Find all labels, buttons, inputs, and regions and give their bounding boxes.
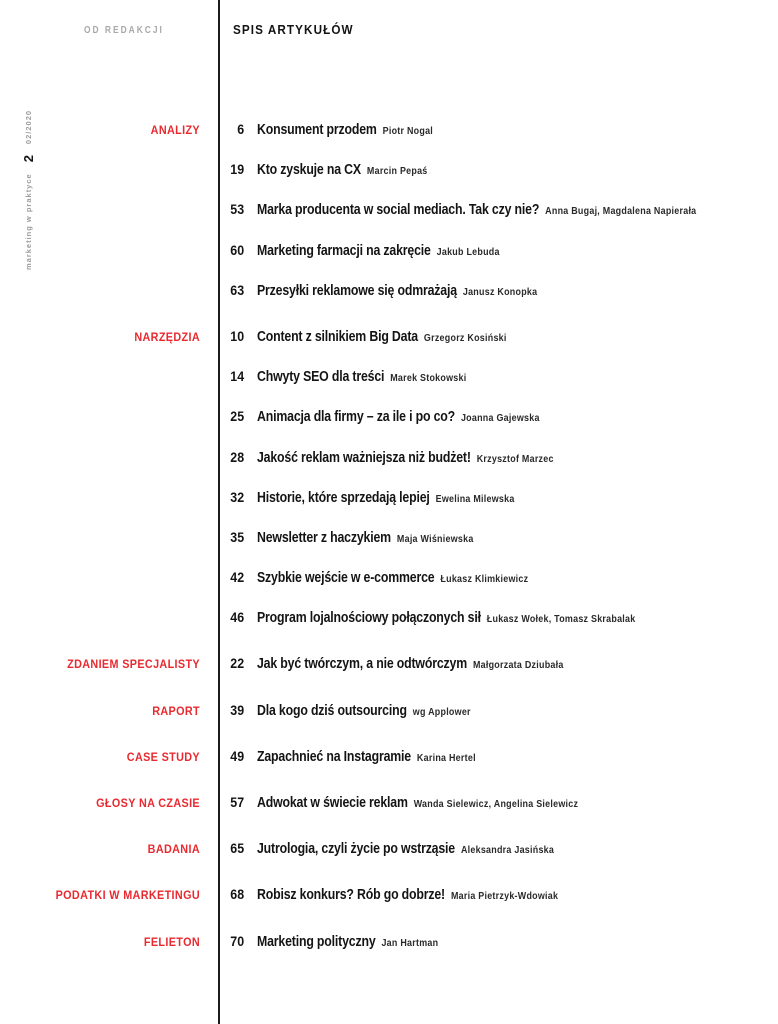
article-entry [257,162,428,178]
article-page-number: 63 [230,282,245,298]
toc-row [0,563,778,603]
article-title: Konsument przodem [257,122,377,138]
issue-number: 02/2020 [24,109,33,145]
section-label: RAPORT [152,703,200,718]
article-authors: Marcin Pepaś [366,165,428,178]
section-label: GŁOSY NA CZASIE [96,796,200,810]
article-page-number: 57 [230,795,245,810]
article-authors: Marek Stokowski [390,372,467,385]
article-page-number: 14 [230,369,245,385]
article-page-number: 32 [230,489,245,505]
article-entry [257,329,507,345]
toc-section [0,322,778,644]
table-of-contents [0,115,778,973]
article-page-number: 42 [230,570,245,586]
article-authors: Anna Bugaj, Magdalena Napierała [545,205,697,218]
article-authors: Aleksandra Jasińska [460,844,555,857]
article-entry [257,570,528,586]
article-entry [257,490,515,506]
article-entry [257,887,558,903]
article-title: Marketing farmacji na zakręcie [257,242,431,259]
toc-row [0,880,778,920]
toc-row [0,322,778,362]
toc-row [0,649,778,689]
toc-row [0,362,778,402]
article-entry [257,703,471,719]
article-title: Newsletter z haczykiem [257,529,391,546]
article-title: Jak być twórczym, a nie odtwórczym [257,656,467,673]
article-entry [257,656,564,672]
toc-row [0,402,778,442]
toc-section [0,649,778,689]
article-page-number: 10 [230,328,245,344]
article-entry [257,934,438,950]
section-label: ANALIZY [150,123,200,137]
section-tab-od-redakcji: OD REDAKCJI [84,24,164,36]
toc-section [0,788,778,828]
article-authors: Janusz Konopka [462,285,538,298]
article-authors: Jakub Lebuda [436,245,500,258]
article-title: Szybkie wejście w e-commerce [257,570,435,587]
toc-section [0,696,778,736]
article-title: Marka producenta w social mediach. Tak czy nie? [257,202,540,219]
article-authors: Maria Pietrzyk-Wdowiak [450,890,559,903]
article-page-number: 46 [230,610,245,626]
article-page-number: 39 [230,702,245,718]
article-authors: Grzegorz Kosiński [423,331,507,344]
article-page-number: 70 [230,933,245,949]
article-entry [257,749,476,765]
toc-row [0,236,778,276]
article-entry [257,530,474,546]
article-entry [257,450,554,466]
article-page-number: 25 [230,409,245,425]
article-authors: Ewelina Milewska [435,492,515,505]
page-title: SPIS ARTYKUŁÓW [233,22,354,37]
article-entry [257,610,635,626]
article-title: Animacja dla firmy – za ile i po co? [257,409,455,426]
section-label: NARZĘDZIA [134,329,200,344]
article-entry [257,243,500,259]
toc-row [0,788,778,828]
article-title: Marketing polityczny [257,933,376,950]
article-entry [257,369,466,385]
article-page-number: 65 [230,841,245,857]
toc-row [0,155,778,195]
article-authors: Piotr Nogal [382,125,434,137]
article-title: Kto zyskuje na CX [257,162,361,179]
toc-row [0,603,778,643]
toc-row [0,483,778,523]
toc-row [0,443,778,483]
toc-section [0,834,778,874]
article-page-number: 19 [230,162,245,178]
toc-row [0,523,778,563]
article-authors: Łukasz Klimkiewicz [440,573,529,586]
article-authors: Joanna Gajewska [460,412,540,425]
article-title: Adwokat w świecie reklam [257,795,408,811]
section-label: PODATKI W MARKETINGU [55,888,201,903]
section-label: FELIETON [143,934,200,949]
toc-section [0,880,778,920]
article-authors: Łukasz Wołek, Tomasz Skrabalak [486,613,636,626]
toc-row [0,696,778,736]
article-title: Dla kogo dziś outsourcing [257,702,407,719]
article-title: Zapachnieć na Instagramie [257,748,411,765]
article-title: Robisz konkurs? Rób go dobrze! [257,887,445,904]
article-authors: Małgorzata Dziubała [472,659,564,672]
section-label: ZDANIEM SPECJALISTY [67,657,200,672]
article-page-number: 60 [230,242,245,258]
article-page-number: 22 [230,656,245,672]
toc-row [0,195,778,235]
toc-row [0,834,778,874]
article-authors: Jan Hartman [381,936,439,949]
article-entry [257,122,433,138]
article-entry [257,841,554,857]
article-authors: Wanda Sielewicz, Angelina Sielewicz [413,798,579,810]
article-authors: Maja Wiśniewska [396,532,474,545]
section-label: CASE STUDY [126,749,200,764]
article-title: Historie, które sprzedają lepiej [257,489,430,506]
article-page-number: 49 [230,748,245,764]
article-page-number: 35 [230,529,245,545]
article-authors: Krzysztof Marzec [476,452,554,465]
toc-row [0,927,778,967]
article-title: Przesyłki reklamowe się odmrażają [257,282,457,299]
article-authors: wg Applower [412,705,471,718]
toc-section [0,742,778,782]
page-number: 2 [21,155,36,163]
article-title: Content z silnikiem Big Data [257,328,418,345]
toc-section [0,115,778,316]
article-entry [257,283,537,299]
article-page-number: 53 [230,202,245,218]
toc-row [0,742,778,782]
section-label: BADANIA [147,842,200,857]
article-page-number: 6 [237,122,245,137]
toc-section [0,927,778,967]
article-entry [257,202,696,218]
article-title: Chwyty SEO dla treści [257,369,385,386]
toc-row [0,115,778,155]
article-authors: Karina Hertel [416,751,476,764]
article-title: Jutrologia, czyli życie po wstrząsie [257,841,455,858]
article-page-number: 28 [230,449,245,465]
toc-row [0,276,778,316]
article-title: Program lojalnościowy połączonych sił [257,610,481,627]
article-page-number: 68 [230,887,245,903]
article-entry [257,409,540,425]
magazine-name: marketing w praktyce [24,173,33,270]
article-title: Jakość reklam ważniejsza niż budżet! [257,449,471,466]
article-entry [257,795,578,811]
